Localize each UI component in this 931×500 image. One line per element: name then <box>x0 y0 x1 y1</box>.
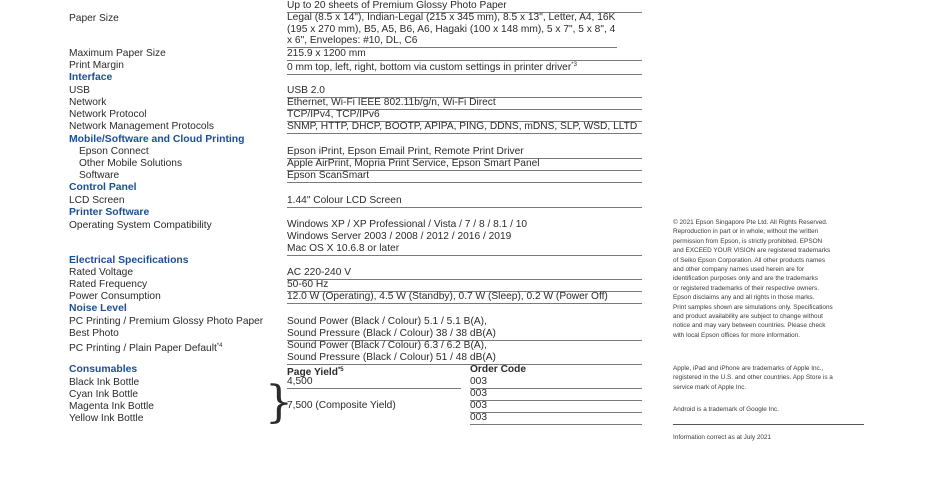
print-margin-value: 0 mm top, left, right, bottom via custom settings in printer driver$^{*3}$ <box>287 60 642 75</box>
order-code-header: Order Code <box>470 364 527 375</box>
rated-voltage-value: AC 220-240 V <box>287 267 642 280</box>
android-trademark-notice: Android is a trademark of Google Inc. <box>673 406 779 413</box>
copyright-line: Reproduction in part or in whole, without the written <box>673 228 819 236</box>
section-printer-software-heading: Printer Software <box>69 207 150 218</box>
network-management-label: Network Management Protocols <box>69 121 214 132</box>
copyright-notice <box>673 218 865 340</box>
footnote-mark: *5 <box>337 367 344 373</box>
composite-yield: 7,500 (Composite Yield) <box>287 400 396 411</box>
copyright-line: or registered trademarks of their respective owners. <box>673 284 819 292</box>
yellow-ink-code: 003 <box>470 412 642 425</box>
paper-size-label: Paper Size <box>69 13 119 24</box>
copyright-line: with local Epson offices for more information. <box>673 331 801 339</box>
usb-label: USB <box>69 85 90 96</box>
copyright-line: and other company names used herein are for <box>673 266 805 274</box>
epson-connect-label: Epson Connect <box>79 146 149 157</box>
black-ink-yield: 4,500 <box>287 376 461 389</box>
other-mobile-label: Other Mobile Solutions <box>79 158 183 169</box>
rated-voltage-label: Rated Voltage <box>69 267 134 278</box>
copyright-line: © 2021 Epson Singapore Pte Ltd. All Rights Reserved. <box>673 219 828 226</box>
copyright-line: Print samples shown are simulations only. Specifications <box>673 303 833 311</box>
section-noise-heading: Noise Level <box>69 303 127 314</box>
brace-icon: } <box>265 377 293 428</box>
network-label: Network <box>69 97 107 108</box>
footnote-mark: *3 <box>571 62 577 68</box>
epson-connect-value: Epson iPrint, Epson Email Print, Remote Print Driver <box>287 146 642 159</box>
noise-value-4: Sound Pressure (Black / Colour) 51 / 48 dB(A) <box>287 352 642 365</box>
cyan-ink-code: 003 <box>470 388 642 401</box>
copyright-line: identification purposes only and are the trademarks <box>673 275 818 283</box>
footnote-mark: *4 <box>216 343 223 349</box>
os-compat-label: Operating System Compatibility <box>69 220 212 231</box>
cyan-ink-label: Cyan Ink Bottle <box>69 389 139 400</box>
power-consumption-label: Power Consumption <box>69 291 161 302</box>
noise-value-1: Sound Power (Black / Colour) 5.1 / 5.1 B(A), <box>287 316 487 327</box>
info-date-note: Information correct as at July 2021 <box>673 434 772 441</box>
copyright-line: of Seiko Epson Corporation. All other products names <box>673 256 826 264</box>
max-paper-size-label: Maximum Paper Size <box>69 48 166 59</box>
section-interface-heading: Interface <box>69 72 113 83</box>
section-control-panel-heading: Control Panel <box>69 182 137 193</box>
copyright-line: permission from Epson, is strictly prohibited. EPSON <box>673 237 823 245</box>
noise-value-3: Sound Power (Black / Colour) 6.3 / 6.2 B(A), <box>287 340 487 351</box>
section-mobile-heading: Mobile/Software and Cloud Printing <box>69 134 245 145</box>
black-ink-code: 003 <box>470 376 642 389</box>
other-mobile-value: Apple AirPrint, Mopria Print Service, Epson Smart Panel <box>287 158 642 171</box>
black-ink-label: Black Ink Bottle <box>69 377 140 388</box>
magenta-ink-code: 003 <box>470 400 642 413</box>
apple-line: registered in the U.S. and other countries. App Store is a <box>673 374 833 382</box>
network-protocol-value: TCP/IPv4, TCP/IPv6 <box>287 109 642 122</box>
magenta-ink-label: Magenta Ink Bottle <box>69 401 154 412</box>
network-protocol-label: Network Protocol <box>69 109 147 120</box>
lcd-screen-value: 1.44" Colour LCD Screen <box>287 195 642 208</box>
os-line-2: Windows Server 2003 / 2008 / 2012 / 2016 / 2019 <box>287 231 512 242</box>
apple-trademark-notice <box>673 364 865 392</box>
rated-frequency-value: 50-60 Hz <box>287 279 642 292</box>
paper-capacity-value: Up to 20 sheets of Premium Glossy Photo Paper <box>287 0 642 13</box>
software-label: Software <box>79 170 120 181</box>
usb-value: USB 2.0 <box>287 85 642 98</box>
page-yield-header: Page Yield$^{*5}$ <box>287 367 344 378</box>
copyright-line: and EXCEED YOUR VISION are registered trademarks <box>673 247 831 255</box>
copyright-line: and product availability are subject to change without <box>673 313 823 321</box>
lcd-screen-label: LCD Screen <box>69 195 125 206</box>
noise-label-glossy: PC Printing / Premium Glossy Photo Paper <box>69 316 264 327</box>
max-paper-size-value: 215.9 x 1200 mm <box>287 48 642 61</box>
rated-frequency-label: Rated Frequency <box>69 279 148 290</box>
section-electrical-heading: Electrical Specifications <box>69 255 189 266</box>
paper-size-value: Legal (8.5 x 14"), Indian-Legal (215 x 345 mm), 8.5 x 13", Letter, A4, 16K (195 x 270 mm), B5, A5, B6, A6, Hagaki (100 x 148 mm), 5 x 7", 5 x 8", 4 x 6", Envelopes: #10, DL, C6 <box>287 12 616 47</box>
copyright-line: Epson disclaims any and all rights in those marks. <box>673 294 815 302</box>
apple-line: service mark of Apple Inc. <box>673 383 747 391</box>
noise-label-plain-paper: PC Printing / Plain Paper Default$^{*4}$ <box>69 343 223 354</box>
noise-value-2: Sound Pressure (Black / Colour) 38 / 38 dB(A) <box>287 328 642 341</box>
noise-label-best-photo: Best Photo <box>69 328 119 339</box>
power-consumption-value: 12.0 W (Operating), 4.5 W (Standby), 0.7 W (Sleep), 0.2 W (Power Off) <box>287 291 642 304</box>
network-management-value: SNMP, HTTP, DHCP, BOOTP, APIPA, PING, DDNS, mDNS, SLP, WSD, LLTD <box>287 121 642 134</box>
copyright-line: notice and may vary between countries. Please check <box>673 322 826 330</box>
section-consumables-heading: Consumables <box>69 364 138 375</box>
apple-line: Apple, iPad and iPhone are trademarks of Apple Inc., <box>673 365 824 372</box>
os-line-1: Windows XP / XP Professional / Vista / 7 / 8 / 8.1 / 10 <box>287 219 528 230</box>
network-value: Ethernet, Wi-Fi IEEE 802.11b/g/n, Wi-Fi Direct <box>287 97 642 110</box>
yellow-ink-label: Yellow Ink Bottle <box>69 413 144 424</box>
software-value: Epson ScanSmart <box>287 170 642 183</box>
print-margin-label: Print Margin <box>69 60 124 71</box>
divider <box>673 424 864 425</box>
os-line-3: Mac OS X 10.6.8 or later <box>287 243 642 256</box>
